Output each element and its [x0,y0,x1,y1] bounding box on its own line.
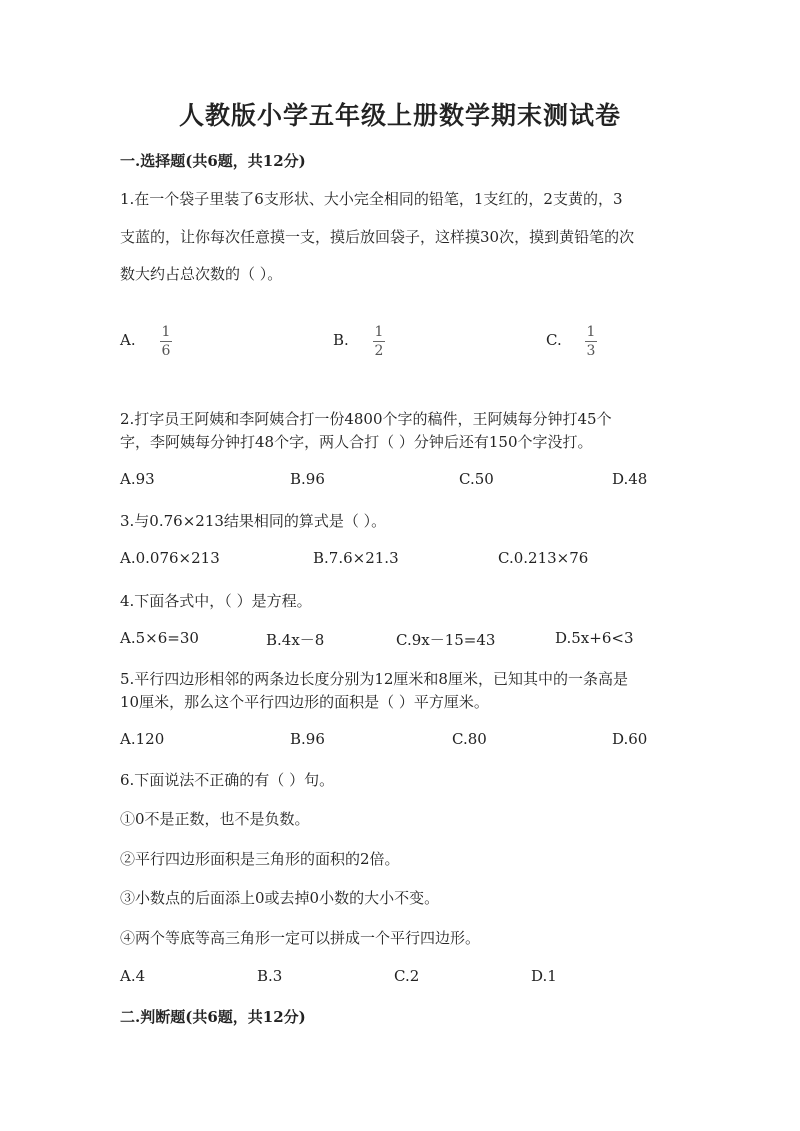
fraction-numerator: 1 [161,324,171,340]
fraction-numerator: 1 [586,324,596,340]
question-1-option-a-label: A. [120,331,136,349]
question-5-line-1: 5.平行四边形相邻的两条边长度分别为12厘米和8厘米，已知其中的一条高是 [120,670,628,688]
question-4-line-1: 4.下面各式中，（ ）是方程。 [120,592,312,610]
question-6-option-d: D.1 [531,967,557,985]
question-5-option-b: B.96 [290,730,325,748]
question-1-option-b-fraction [373,324,385,359]
question-4-option-d: D.5x+6<3 [555,629,634,647]
question-6-option-c: C.2 [394,967,420,985]
question-1-option-c-label: C. [546,331,562,349]
fraction-bar [160,341,172,342]
question-2-option-c: C.50 [459,470,494,488]
question-2-option-b: B.96 [290,470,325,488]
fraction-denominator: 6 [161,343,171,359]
question-5-option-a: A.120 [120,730,165,748]
question-2-line-1: 2.打字员王阿姨和李阿姨合打一份4800个字的稿件，王阿姨每分钟打45个 [120,410,612,428]
question-5-option-d: D.60 [612,730,648,748]
question-5-option-c: C.80 [452,730,487,748]
question-4-option-a: A.5×6=30 [120,629,199,647]
question-3-option-c: C.0.213×76 [498,549,589,567]
question-3-line-1: 3.与0.76×213结果相同的算式是（ ）。 [120,512,387,530]
question-4-option-b: B.4x－8 [266,631,325,649]
question-6-statement-3: ③小数点的后面添上0或去掉0小数的大小不变。 [120,889,440,907]
question-2-option-d: D.48 [612,470,648,488]
question-6-statement-4: ④两个等底等高三角形一定可以拼成一个平行四边形。 [120,929,481,947]
question-1-option-a-fraction [160,324,172,359]
section-heading-judgement: 二.判断题(共6题，共12分) [120,1008,306,1026]
fraction-numerator: 1 [374,324,384,340]
question-2-option-a: A.93 [120,470,155,488]
question-6-line-1: 6.下面说法不正确的有（ ）句。 [120,771,335,789]
fraction-denominator: 2 [374,343,384,359]
question-5-line-2: 10厘米，那么这个平行四边形的面积是（ ）平方厘米。 [120,693,489,711]
question-6-statement-2: ②平行四边形面积是三角形的面积的2倍。 [120,850,400,868]
question-1-line-3: 数大约占总次数的（ ）。 [120,265,283,283]
question-4-option-c: C.9x－15=43 [396,631,496,649]
question-6-option-b: B.3 [257,967,283,985]
question-3-option-b: B.7.6×21.3 [313,549,399,567]
page-title: 人教版小学五年级上册数学期末测试卷 [178,101,621,130]
question-6-option-a: A.4 [120,967,146,985]
fraction-bar [585,341,597,342]
question-1-option-c-fraction [585,324,597,359]
question-6-statement-1: ①0不是正数，也不是负数。 [120,810,310,828]
fraction-denominator: 3 [586,343,596,359]
question-2-line-2: 字，李阿姨每分钟打48个字，两人合打（ ）分钟后还有150个字没打。 [120,433,593,451]
question-1-line-1: 1.在一个袋子里装了6支形状、大小完全相同的铅笔，1支红的，2支黄的，3 [120,190,623,208]
section-heading-choice: 一.选择题(共6题，共12分) [120,152,306,170]
question-3-option-a: A.0.076×213 [120,549,220,567]
fraction-bar [373,341,385,342]
question-1-line-2: 支蓝的，让你每次任意摸一支，摸后放回袋子，这样摸30次，摸到黄铅笔的次 [120,228,635,246]
question-1-option-b-label: B. [333,331,349,349]
